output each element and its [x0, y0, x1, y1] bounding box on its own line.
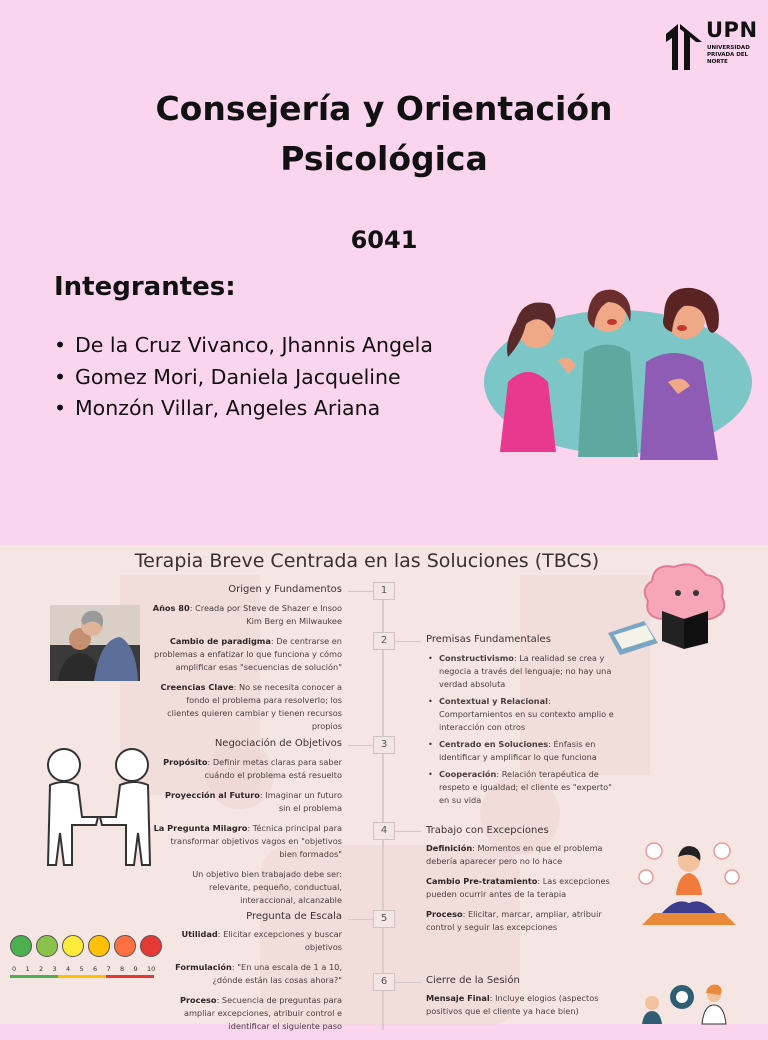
section-4-item: Cambio Pre-tratamiento: Las excepciones pueden ocurrir antes de la terapia — [426, 876, 610, 899]
step-number: 2 — [373, 632, 395, 650]
upn-logo-mark-icon — [664, 22, 704, 70]
scale-number: 3 — [52, 965, 57, 973]
section-4-body — [426, 842, 616, 941]
face-icon — [36, 935, 58, 957]
meditation-illustration — [636, 835, 742, 927]
section-2-item: • Contextual y Relacional: Comportamientos en su contexto amplio e interacción con otros — [426, 695, 621, 734]
section-5-item: Formulación: "En una escala de 1 a 10, ¿dónde están las cosas ahora?" — [175, 962, 342, 985]
scale-number: 10 — [147, 965, 156, 973]
section-4-item: Proceso: Elicitar, marcar, ampliar, atribuir control y seguir las excepciones — [426, 909, 602, 932]
logo-name: UPN — [706, 18, 758, 42]
section-6-heading: Cierre de la Sesión — [426, 975, 520, 986]
connector-line — [348, 919, 374, 920]
scale-number: 7 — [106, 965, 111, 973]
face-icon — [114, 935, 136, 957]
page-title — [0, 84, 768, 184]
section-1-item: Años 80: Creada por Steve de Shazer e Insoo Kim Berg en Milwaukee — [152, 603, 342, 626]
connector-line — [348, 591, 374, 592]
women-talking-illustration — [478, 282, 752, 462]
scale-number: 1 — [25, 965, 30, 973]
face-icon — [10, 935, 32, 957]
section-3-item: Un objetivo bien trabajado debe ser: relevante, pequeño, conductual, interaccional, alcanzable — [192, 869, 342, 905]
connector-line — [395, 831, 421, 832]
face-icon — [62, 935, 84, 957]
step-number: 3 — [373, 736, 395, 754]
course-code: 6041 — [350, 226, 418, 254]
title-line-2: Psicológica — [280, 139, 488, 178]
section-6-item: Mensaje Final: Incluye elogios (aspectos positivos que el cliente ya hace bien) — [426, 993, 599, 1016]
step-number: 1 — [373, 582, 395, 600]
connector-line — [348, 745, 374, 746]
conversation-illustration — [636, 981, 736, 1024]
scale-number: 9 — [133, 965, 138, 973]
handshake-illustration — [38, 745, 160, 873]
scale-number: 8 — [120, 965, 125, 973]
section-5-item: Utilidad: Elicitar excepciones y buscar objetivos — [181, 929, 342, 952]
section-1-heading: Origen y Fundamentos — [228, 584, 342, 595]
section-2-item: • Constructivismo: La realidad se crea y negocia a través del lenguaje; no hay una verdad absoluta — [426, 652, 621, 691]
member-item: • De la Cruz Vivanco, Jhannis Angela — [54, 330, 433, 362]
satisfaction-scale — [8, 935, 163, 995]
step-number: 6 — [373, 973, 395, 991]
section-3-item: La Pregunta Milagro: Técnica principal para transformar objetivos vagos en "objetivos bien formados" — [153, 823, 342, 859]
section-3-item: Propósito: Definir metas claras para saber cuándo el problema está resuelto — [163, 757, 342, 780]
section-1-item: Creencias Clave: No se necesita conocer a fondo el problema para resolverlo; los clientes quieren cambiar y tienen recursos propios — [160, 682, 342, 731]
scale-number: 0 — [12, 965, 17, 973]
members-title: Integrantes: — [54, 272, 236, 302]
scale-bar-green — [10, 975, 58, 978]
section-3-heading: Negociación de Objetivos — [214, 738, 342, 749]
step-number: 5 — [373, 910, 395, 928]
section-2-body — [426, 652, 621, 811]
title-line-1: Consejería y Orientación — [155, 89, 613, 128]
members-list — [54, 330, 433, 425]
couple-photo — [50, 605, 140, 681]
section-2-item: • Centrado en Soluciones: Énfasis en identificar y amplificar lo que funciona — [426, 738, 621, 764]
scale-number: 4 — [66, 965, 71, 973]
face-icon — [140, 935, 162, 957]
section-1-item: Cambio de paradigma: De centrarse en problemas a enfatizar lo que funciona y cómo amplificar esas "secuencias de solución" — [154, 636, 342, 672]
section-4-heading: Trabajo con Excepciones — [426, 825, 549, 836]
member-item: • Monzón Villar, Angeles Ariana — [54, 393, 433, 425]
section-3-item: Proyección al Futuro: Imaginar un futuro sin el problema — [164, 790, 342, 813]
connector-line — [395, 641, 421, 642]
infographic-panel — [0, 545, 768, 1031]
scale-bar-red — [106, 975, 154, 978]
section-5-body — [147, 928, 342, 1040]
scale-number: 6 — [93, 965, 98, 973]
step-number: 4 — [373, 822, 395, 840]
section-1-body — [152, 602, 342, 740]
section-5-heading: Pregunta de Escala — [246, 911, 342, 922]
section-3-body — [152, 756, 342, 914]
section-5-item: Proceso: Secuencia de preguntas para ampliar excepciones, atribuir control e identificar el siguiente paso — [179, 995, 342, 1031]
scale-number: 2 — [39, 965, 44, 973]
face-icon — [88, 935, 110, 957]
section-4-item: Definición: Momentos en que el problema debería aparecer pero no lo hace — [426, 843, 603, 866]
infographic-title: Terapia Breve Centrada en las Soluciones (TBCS) — [134, 550, 600, 572]
section-6-body — [426, 992, 626, 1025]
upn-logo — [664, 18, 758, 74]
member-item: • Gomez Mori, Daniela Jacqueline — [54, 362, 433, 394]
connector-line — [395, 982, 421, 983]
scale-bar-yellow — [58, 975, 106, 978]
logo-subtitle: UNIVERSIDAD PRIVADA DEL NORTE — [707, 45, 750, 65]
section-2-heading: Premisas Fundamentales — [426, 634, 551, 645]
section-2-item: • Cooperación: Relación terapéutica de respeto e igualdad; el cliente es "experto" en su vida — [426, 768, 621, 807]
brain-reading-icon — [604, 559, 730, 657]
scale-number: 5 — [79, 965, 84, 973]
timeline-line — [382, 590, 384, 1030]
